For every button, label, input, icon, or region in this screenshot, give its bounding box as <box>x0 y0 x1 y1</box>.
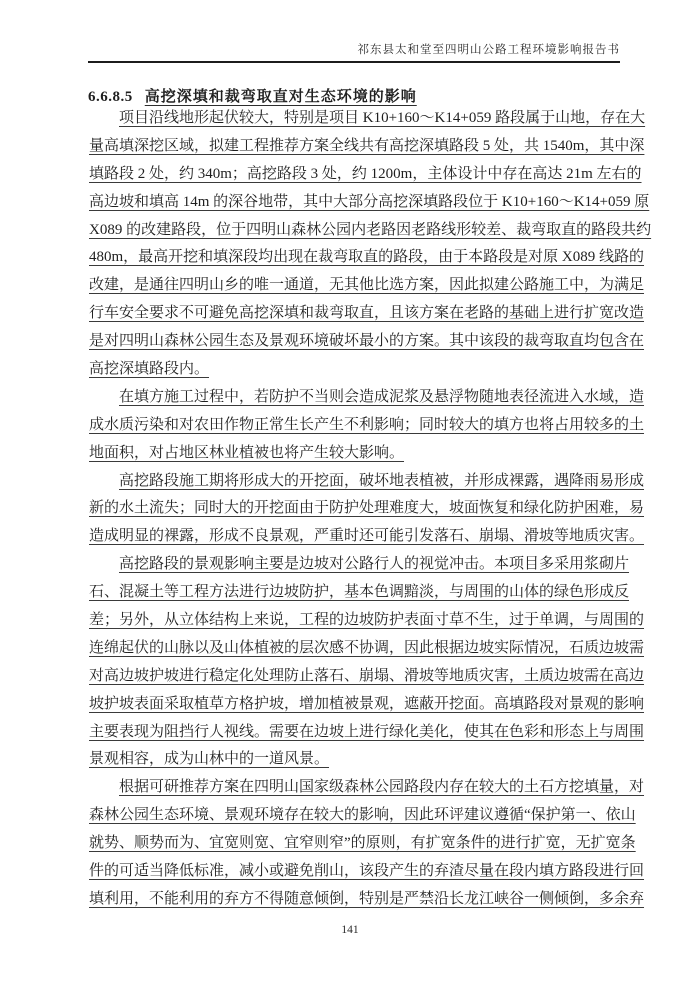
body-line: 480m，最高开挖和填深段均出现在裁弯取直的路段，由于本路段是对原 X089 线路的 <box>89 249 645 266</box>
section-title: 高挖深填和裁弯取直对生态环境的影响 <box>144 89 417 105</box>
body-line: 根据可研推荐方案在四明山国家级森林公园路段内存在较大的土石方挖填量，对 <box>119 779 645 796</box>
body-line: 就势、顺势而为、宜宽则宽、宜窄则窄”的原则，有扩宽条件的进行扩宽，无扩宽条 <box>89 835 636 852</box>
body-line: 在填方施工过程中，若防护不当则会造成泥浆及悬浮物随地表径流进入水域，造 <box>119 388 645 405</box>
body-line: 是对四明山森林公园生态及景观环境破坏最小的方案。其中该段的裁弯取直均包含在 <box>89 333 645 350</box>
body-line: 新的水土流失；同时大的开挖面由于防护处理难度大，坡面恢复和绿化防护困难，易 <box>89 500 645 517</box>
page-number: 141 <box>341 924 359 936</box>
body-line: 高挖路段施工期将形成大的开挖面，破坏地表植被，并形成裸露，遇降雨易形成 <box>119 472 645 489</box>
body-line: 景观相容，成为山林中的一道风景。 <box>89 751 330 768</box>
header-rule <box>88 61 620 63</box>
page-footer <box>0 924 700 936</box>
body-line: 高挖深填路段内。 <box>89 361 210 378</box>
body-line: 行车安全要求不可避免高挖深填和裁弯取直，且该方案在老路的基础上进行扩宽改造 <box>89 305 645 322</box>
body-line: 件的可适当降低标准，减小或避免削山，该段产生的弃渣尽量在段内填方路段进行回 <box>89 863 645 880</box>
body-line: 差；另外，从立体结构上来说，工程的边坡防护表面寸草不生，过于单调，与周围的 <box>89 612 645 629</box>
body-line: 高挖路段的景观影响主要是边坡对公路行人的视觉冲击。本项目多采用浆砌片 <box>119 556 630 573</box>
body-line: 地面积，对占地区林业植被也将产生较大影响。 <box>89 444 405 461</box>
body-line: 项目沿线地形起伏较大，特别是项目 K10+160～K14+059 路段属于山地，存在大 <box>119 110 646 126</box>
body-line: 坡护坡表面采取植草方格护坡，增加植被景观，遮蔽开挖面。高填路段对景观的影响 <box>89 695 645 712</box>
document-body <box>89 105 652 914</box>
section-heading <box>88 85 417 106</box>
body-line: X089 的改建路段，位于四明山森林公园内老路因老路线形较差、裁弯取直的路段共约 <box>89 221 652 238</box>
body-line: 对高边坡护坡进行稳定化处理防止落石、崩塌、滑坡等地质灾害，土质边坡需在高边 <box>89 667 645 684</box>
body-line: 填路段 2 处，约 340m；高挖路段 3 处，约 1200m，主体设计中存在高达 21m 左右的 <box>89 165 642 182</box>
body-line: 高边坡和填高 14m 的深谷地带，其中大部分高挖深填路段位于 K10+160～K14+059 原 <box>89 193 650 210</box>
body-line: 量高填深挖区域，拟建工程推荐方案全线共有高挖深填路段 5 处，共 1540m，其中深 <box>89 137 645 154</box>
body-line: 主要表现为阻挡行人视线。需要在边坡上进行绿化美化，使其在色彩和形态上与周围 <box>89 723 645 740</box>
body-line: 成水质污染和对农田作物正常生长产生不利影响；同时较大的填方也将占用较多的土 <box>89 416 645 433</box>
body-line: 填利用，不能利用的弃方不得随意倾倒，特别是严禁沿长龙江峡谷一侧倾倒，多余弃 <box>89 890 645 907</box>
body-line: 连绵起伏的山脉以及山体植被的层次感不协调，因此根据边坡实际情况，石质边坡需 <box>89 639 645 656</box>
body-line: 森林公园生态环境、景观环境存在较大的影响，因此环评建议遵循“保护第一、依山 <box>89 807 636 824</box>
body-line: 造成明显的裸露，形成不良景观，严重时还可能引发落石、崩塌、滑坡等地质灾害。 <box>89 528 645 545</box>
body-line: 石、混凝土等工程方法进行边坡防护，基本色调黯淡，与周围的山体的绿色形成反 <box>89 584 630 601</box>
body-line: 改建，是通往四明山乡的唯一通道，无其他比选方案，因此拟建公路施工中，为满足 <box>89 277 645 294</box>
running-header: 祁东县太和堂至四明山公路工程环境影响报告书 <box>357 44 620 56</box>
section-number: 6.6.8.5 <box>88 89 133 105</box>
